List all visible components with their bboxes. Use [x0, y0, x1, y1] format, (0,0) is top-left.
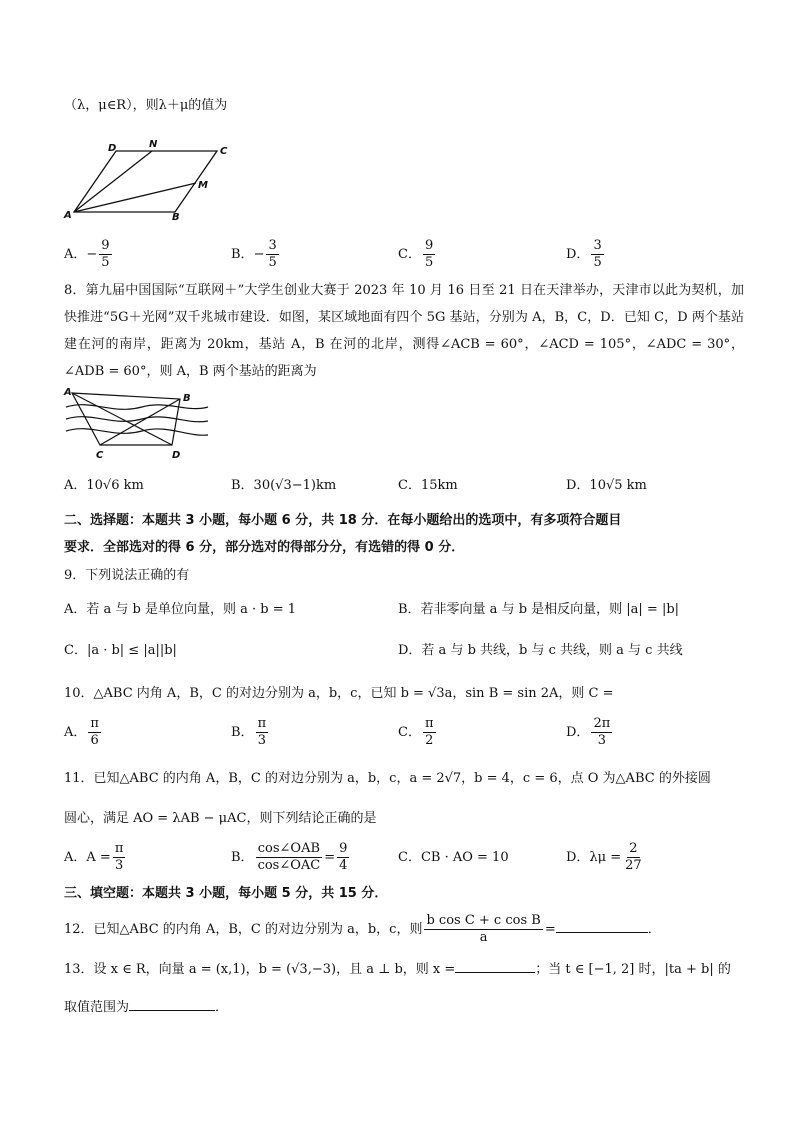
q7-option-b: B．− $\frac{3}{5}$	[231, 238, 277, 270]
q9-stem: 9．下列说法正确的有	[64, 568, 190, 583]
q11-option-b: B． $\frac{\text{cos∠OAB}}{\text{cos∠OAC}}$ = $\frac{9}{4}$	[231, 841, 348, 873]
q13-stem: 13．设 x ∈ R，向量 a = (x,1)，b = (√3,−3)，且 a ⊥ b，则 x = ；当 t ∈ [−1, 2] 时，|ta + b| 的	[64, 958, 731, 980]
q7-option-c: C． $\frac{9}{5}$	[398, 238, 434, 270]
q11-option-c: C．CB · AO = 10	[398, 850, 509, 865]
label-D: D	[172, 450, 181, 461]
q11-stem: 11．已知△ABC 的内角 A，B，C 的对边分别为 a，b，c，a = 2√7，b = 4，c = 6，点 O 为△ABC 的外接圆	[64, 771, 711, 786]
parallelogram-figure	[62, 138, 242, 220]
q13-blank-range[interactable]	[129, 996, 215, 1011]
q7-continuation: （λ，μ∈R），则λ＋μ的值为	[64, 98, 228, 113]
section-2-heading-cont: 要求．全部选对的得 6 分，部分选对的得部分分，有选错的得 0 分．	[64, 540, 465, 555]
q8-option-b: B．30(√3−1)km	[231, 478, 337, 493]
label-D: D	[108, 143, 117, 154]
q11-stem-cont: 圆心，满足 AO = λAB − μAC，则下列结论正确的是	[64, 811, 377, 826]
label-N: N	[149, 139, 158, 150]
q12-answer-blank[interactable]	[556, 918, 648, 933]
q8-stem: 8．第九届中国国际“互联网＋”大学生创业大赛于 2023 年 10 月 16 日至 21 日在天津举办，天津市以此为契机，加快推进“5G＋光网”双千兆城市建设．如图，某区域地面有四个 5G 基站，分别为 A，B，C，D．已知 C，D 两个基站建在河的南岸，距离为 20km，基站 A，B 在河的北岸，测得∠ACB = 60°，∠ACD = 105°，∠ADC = 30°，∠ADB = 60°，则 A，B 两个基站的距离为	[64, 283, 744, 379]
q11-option-a: A．A = $\frac{\pi}{3}$	[64, 841, 124, 873]
q10-option-c: C． $\frac{\pi}{2}$	[398, 716, 434, 748]
q7-option-a: A．− $\frac{9}{5}$	[64, 238, 110, 270]
label-B: B	[183, 393, 191, 404]
label-C: C	[220, 146, 228, 157]
q11-option-d: D．λμ = $\frac{2}{27}$	[566, 841, 642, 873]
q12-stem: 12．已知△ABC 的内角 A，B，C 的对边分别为 a，b，c，则 $\frac{\text{b cos C + c cos B}}{a}$ = ．	[64, 913, 661, 945]
q10-option-a: A． $\frac{\pi}{6}$	[64, 716, 99, 748]
label-B: B	[172, 212, 180, 220]
q9-option-b: B．若非零向量 a 与 b 是相反向量，则 |a| = |b|	[398, 602, 680, 617]
label-C: C	[96, 450, 104, 461]
section-3-heading: 三、填空题：本题共 3 小题，每小题 5 分，共 15 分．	[64, 886, 388, 901]
q9-option-c: C．|a · b| ≤ |a||b|	[64, 643, 177, 658]
label-A: A	[64, 387, 72, 398]
q13-stem-cont: 取值范围为 ．	[64, 996, 228, 1018]
q10-option-d: D． $\frac{2\pi}{3}$	[566, 716, 611, 748]
label-A: A	[64, 210, 72, 220]
q8-option-c: C．15km	[398, 478, 458, 493]
q13-blank-x[interactable]	[455, 958, 535, 973]
q9-option-a: A．若 a 与 b 是单位向量，则 a · b = 1	[64, 602, 297, 617]
q10-stem: 10．△ABC 内角 A，B，C 的对边分别为 a，b，c，已知 b = √3a，sin B = sin 2A，则 C =	[64, 686, 614, 701]
q8-option-a: A．10√6 km	[64, 478, 144, 493]
river-stations-figure	[62, 385, 212, 463]
q10-option-b: B． $\frac{\pi}{3}$	[231, 716, 267, 748]
q9-option-d: D．若 a 与 b 共线，b 与 c 共线，则 a 与 c 共线	[398, 643, 683, 658]
q7-option-d: D． $\frac{3}{5}$	[566, 238, 602, 270]
q8-option-d: D．10√5 km	[566, 478, 647, 493]
section-2-heading: 二、选择题：本题共 3 小题，每小题 6 分，共 18 分．在每小题给出的选项中，有多项符合题目	[64, 513, 622, 528]
label-M: M	[198, 180, 208, 191]
